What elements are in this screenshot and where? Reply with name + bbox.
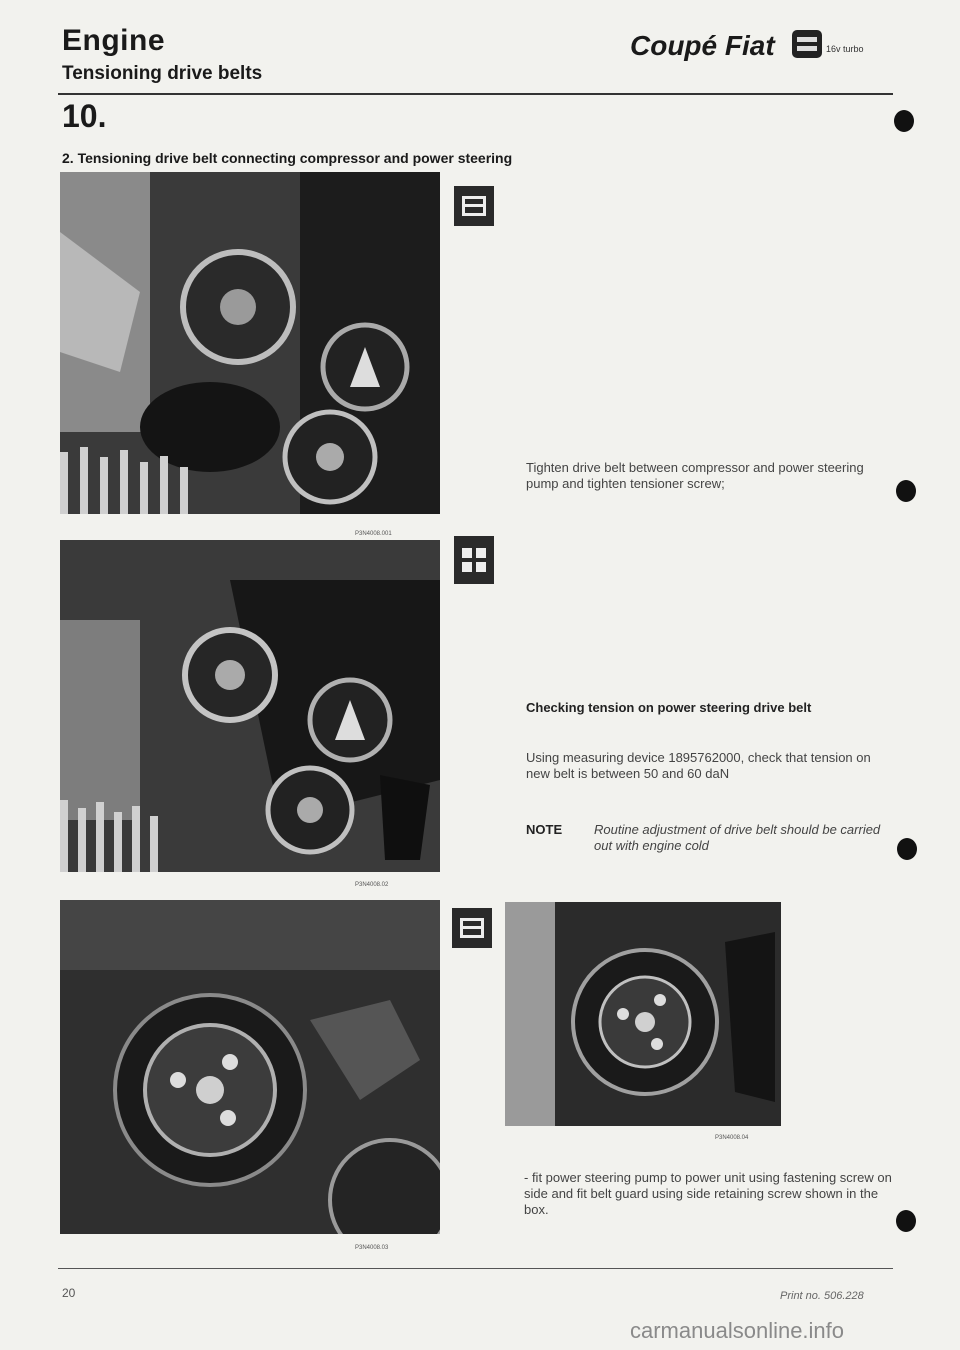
header-divider bbox=[58, 93, 893, 95]
step-1-text: Tighten drive belt between compressor and power steering pump and tighten tensioner screw; bbox=[526, 460, 864, 491]
photo-3-caption: P3N4008.03 bbox=[355, 1245, 389, 1251]
photo-4-caption: P3N4008.04 bbox=[715, 1135, 749, 1141]
watermark: carmanualsonline.info bbox=[630, 1318, 845, 1343]
page-subtitle: Tensioning drive belts bbox=[62, 63, 263, 84]
binder-hole-icon bbox=[896, 1210, 916, 1232]
detail-box-icon bbox=[454, 186, 494, 226]
section-subtitle: 2. Tensioning drive belt connecting compressor and power steering bbox=[62, 150, 513, 166]
binder-hole-icon bbox=[894, 110, 914, 132]
page-number: 20 bbox=[62, 1286, 76, 1300]
note-label: NOTE bbox=[526, 822, 563, 837]
fiat-logo-icon bbox=[792, 30, 822, 58]
page-title: Engine bbox=[62, 24, 166, 57]
photo-2-caption: P3N4008.02 bbox=[355, 882, 389, 888]
engine-photo-2 bbox=[60, 540, 440, 872]
check-body: Using measuring device 1895762000, check that tension on new belt is between 50 and 60 daN bbox=[526, 750, 871, 781]
note-text: Routine adjustment of drive belt should be carried out with engine cold bbox=[594, 822, 881, 853]
section-number: 10. bbox=[62, 98, 107, 134]
detail-box-icon bbox=[452, 908, 492, 948]
measuring-device-icon bbox=[454, 536, 494, 584]
footer-divider bbox=[58, 1268, 893, 1269]
engine-photo-1 bbox=[60, 172, 440, 514]
brand-model: 16v turbo bbox=[826, 44, 864, 54]
binder-hole-icon bbox=[896, 480, 916, 502]
pump-photo bbox=[505, 902, 781, 1126]
photo-1-caption: P3N4008.001 bbox=[355, 531, 392, 537]
check-heading: Checking tension on power steering drive belt bbox=[526, 700, 812, 715]
compressor-photo bbox=[60, 900, 440, 1234]
brand-name: Coupé Fiat bbox=[630, 30, 775, 61]
print-number: Print no. 506.228 bbox=[780, 1290, 864, 1302]
binder-hole-icon bbox=[897, 838, 917, 860]
step-2-text: - fit power steering pump to power unit using fastening screw on side and fit belt guard using side retaining screw shown in the box. bbox=[524, 1170, 892, 1217]
